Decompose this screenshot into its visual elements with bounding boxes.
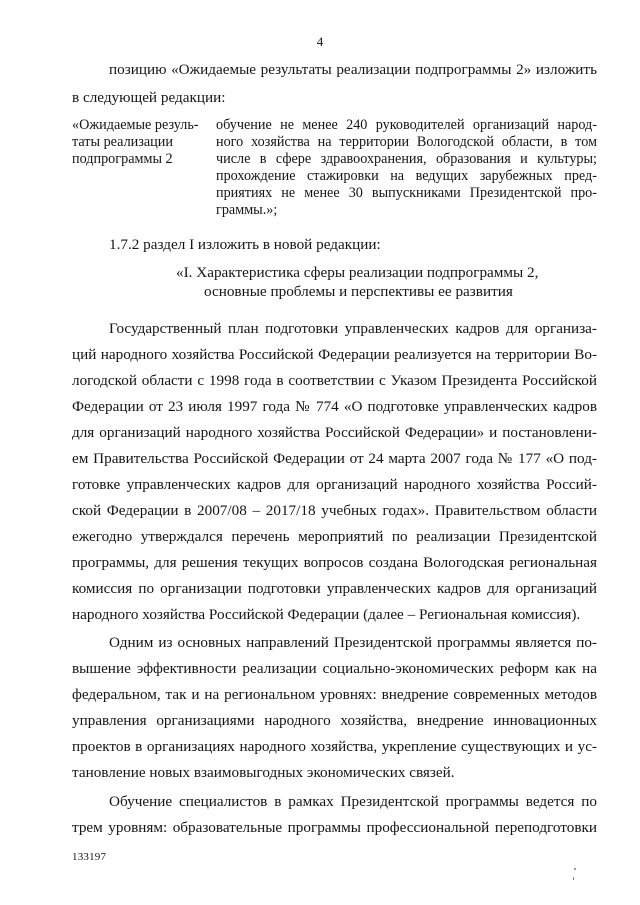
table-label-line: «Ожидаемые резуль- xyxy=(72,117,199,133)
document-code: 133197 xyxy=(72,851,107,863)
paragraph-line: программы, для решения текущих вопросов создана Вологодская региональная xyxy=(72,554,597,571)
paragraph-line: логодской области с 1998 года в соответствии с Указом Президента Российской xyxy=(72,372,597,389)
table-value-line: приятиях не менее 30 выпускниками Президентской про- xyxy=(216,185,597,201)
paragraph-line: народного хозяйства Российской Федерации (далее – Региональная комиссия). xyxy=(72,606,581,623)
scan-speck xyxy=(573,877,574,880)
section-title-line-2: основные проблемы и перспективы ее развития xyxy=(204,283,513,300)
paragraph-line: управления организациями народного хозяйства, внедрение инновационных xyxy=(72,712,597,729)
scan-speck xyxy=(574,868,576,870)
item-1-7-2: 1.7.2 раздел I изложить в новой редакции: xyxy=(109,236,381,253)
paragraph-line: ем Правительства Российской Федерации от 24 марта 2007 года № 177 «О под- xyxy=(72,450,597,467)
paragraph-line: ежегодно утверждался перечень мероприятий по реализации Президентской xyxy=(72,528,597,545)
paragraph-line: проектов в организациях народного хозяйства, укрепление существующих и ус- xyxy=(72,738,597,755)
paragraph-line: ций народного хозяйства Российской Федерации реализуется на территории Во- xyxy=(72,346,597,363)
paragraph-line: ской Федерации в 2007/08 – 2017/18 учебных годах». Правительством области xyxy=(72,502,597,519)
table-value-line: граммы.»; xyxy=(216,202,278,218)
intro-line-1: позицию «Ожидаемые результаты реализации подпрограммы 2» изложить xyxy=(109,61,597,78)
table-value-line: обучение не менее 240 руководителей организаций народ- xyxy=(216,117,597,133)
paragraph-line: комиссия по организации подготовки управленческих кадров для организаций xyxy=(72,580,597,597)
paragraph-line: Государственный план подготовки управленческих кадров для организа- xyxy=(109,320,597,337)
paragraph-line: вышение эффективности реализации социально-экономических реформ как на xyxy=(72,660,597,677)
section-title-line-1: «I. Характеристика сферы реализации подпрограммы 2, xyxy=(176,264,539,281)
table-value-line: числе в сфере здравоохранения, образования и культуры; xyxy=(216,151,597,167)
paragraph-line: Федерации от 23 июля 1997 года № 774 «О подготовке управленческих кадров xyxy=(72,398,597,415)
intro-line-2: в следующей редакции: xyxy=(72,89,226,106)
paragraph-line: для организаций народного хозяйства Российской Федерации» и постановлени- xyxy=(72,424,597,441)
paragraph-line: Обучение специалистов в рамках Президентской программы ведется по xyxy=(109,793,597,810)
paragraph-line: Одним из основных направлений Президентской программы является по- xyxy=(109,634,597,651)
paragraph-line: готовке управленческих кадров для организаций народного хозяйства Россий- xyxy=(72,476,597,493)
table-label-line: таты реализации xyxy=(72,134,173,150)
page-number: 4 xyxy=(316,34,324,49)
table-value-line: прохождение стажировки на ведущих зарубежных пред- xyxy=(216,168,597,184)
paragraph-line: федеральном, так и на региональном уровнях: внедрение современных методов xyxy=(72,686,597,703)
table-value-line: ного хозяйства на территории Вологодской области, в том xyxy=(216,134,597,150)
paragraph-line: тановление новых взаимовыгодных экономических связей. xyxy=(72,764,455,781)
paragraph-line: трем уровням: образовательные программы профессиональной переподготовки xyxy=(72,819,597,836)
table-label-line: подпрограммы 2 xyxy=(72,151,173,167)
